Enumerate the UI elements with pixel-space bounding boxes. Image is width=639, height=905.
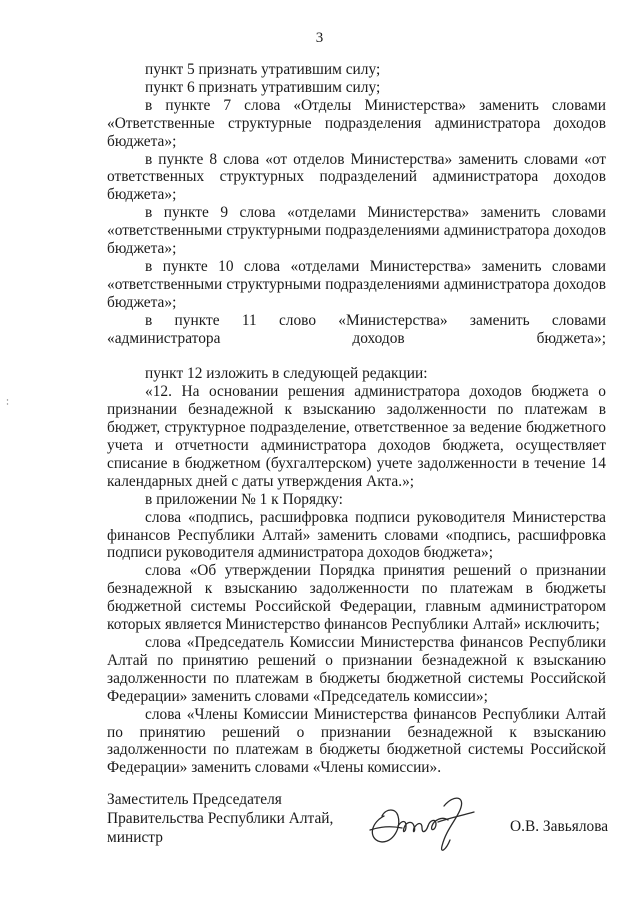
- scan-mark: [6, 398, 9, 406]
- amendment-paragraph: пункт 12 изложить в следующей редакции:: [145, 365, 428, 383]
- signatory-position-line: министр: [107, 829, 163, 846]
- amendment-paragraph: слова «Члены Комиссии Министерства финансов Республики Алтай по принятию решений о признании безнадежной к взысканию задолженности по платежам в бюджеты бюджетной системы Российской Федерации» заменить словами «Члены комиссии».: [107, 705, 606, 777]
- amendment-paragraph: в пункте 7 слова «Отделы Министерства» заменить словами «Ответственные структурные подразделения администратора доходов бюджета»;: [107, 96, 606, 150]
- amendment-paragraph: пункт 6 признать утратившим силу;: [145, 78, 381, 96]
- amendment-paragraph: слова «Председатель Комиссии Министерства финансов Республики Алтай по принятию решений о признании безнадежной к взысканию задолженности по платежам в бюджеты бюджетной системы Российской Федерации» заменить словами «Председатель комиссии»;: [107, 634, 606, 705]
- amendment-paragraph: слова «подпись, расшифровка подписи руководителя Министерства финансов Республики Алтай» заменить словами «подпись, расшифровка подписи руководителя администратора доходов бюджета»;: [107, 508, 606, 562]
- amendment-paragraph: в пункте 9 слова «отделами Министерства» заменить словами «ответственными структурными подразделениями администратора доходов бюджета»;: [107, 204, 606, 258]
- amendment-paragraph: слова «Об утверждении Порядка принятия решений о признании безнадежной к взысканию задолженности по платежам в бюджеты бюджетной системы Российской Федерации, главным администратором которых является Министерство финансов Республики Алтай» исключить;: [107, 562, 606, 634]
- amendment-paragraph: в пункте 11 слово «Министерства» заменить словами «администратора доходов бюджета»;: [107, 311, 606, 347]
- document-body: [107, 61, 606, 777]
- signatory-position-line: Заместитель Председателя: [107, 791, 282, 808]
- signatory-name: О.В. Завьялова: [510, 818, 609, 835]
- handwritten-signature: [362, 786, 482, 856]
- amendment-paragraph: «12. На основании решения администратора доходов бюджета о признании безнадежной к взысканию задолженности по платежам в бюджет, структурное подразделение, ответственное за ведение бюджетного учета и отчетности администратора доходов бюджета, осуществляет списание в бюджетном (бухгалтерском) учете задолженности в течение 14 календарных дней с даты утверждения Акта.»;: [107, 383, 606, 490]
- signatory-position-line: Правительства Республики Алтай,: [107, 810, 334, 827]
- amendment-paragraph: в приложении № 1 к Порядку:: [145, 490, 343, 508]
- page-number: 3: [315, 30, 324, 46]
- amendment-paragraph: в пункте 8 слова «от отделов Министерства» заменить словами «от ответственных структурных подразделений администратора доходов бюджета»;: [107, 150, 606, 204]
- signatory-position: [107, 790, 333, 847]
- amendment-paragraph: в пункте 10 слова «отделами Министерства» заменить словами «ответственными структурными подразделениями администратора доходов бюджета»;: [107, 257, 606, 311]
- amendment-paragraph: пункт 5 признать утратившим силу;: [145, 61, 381, 78]
